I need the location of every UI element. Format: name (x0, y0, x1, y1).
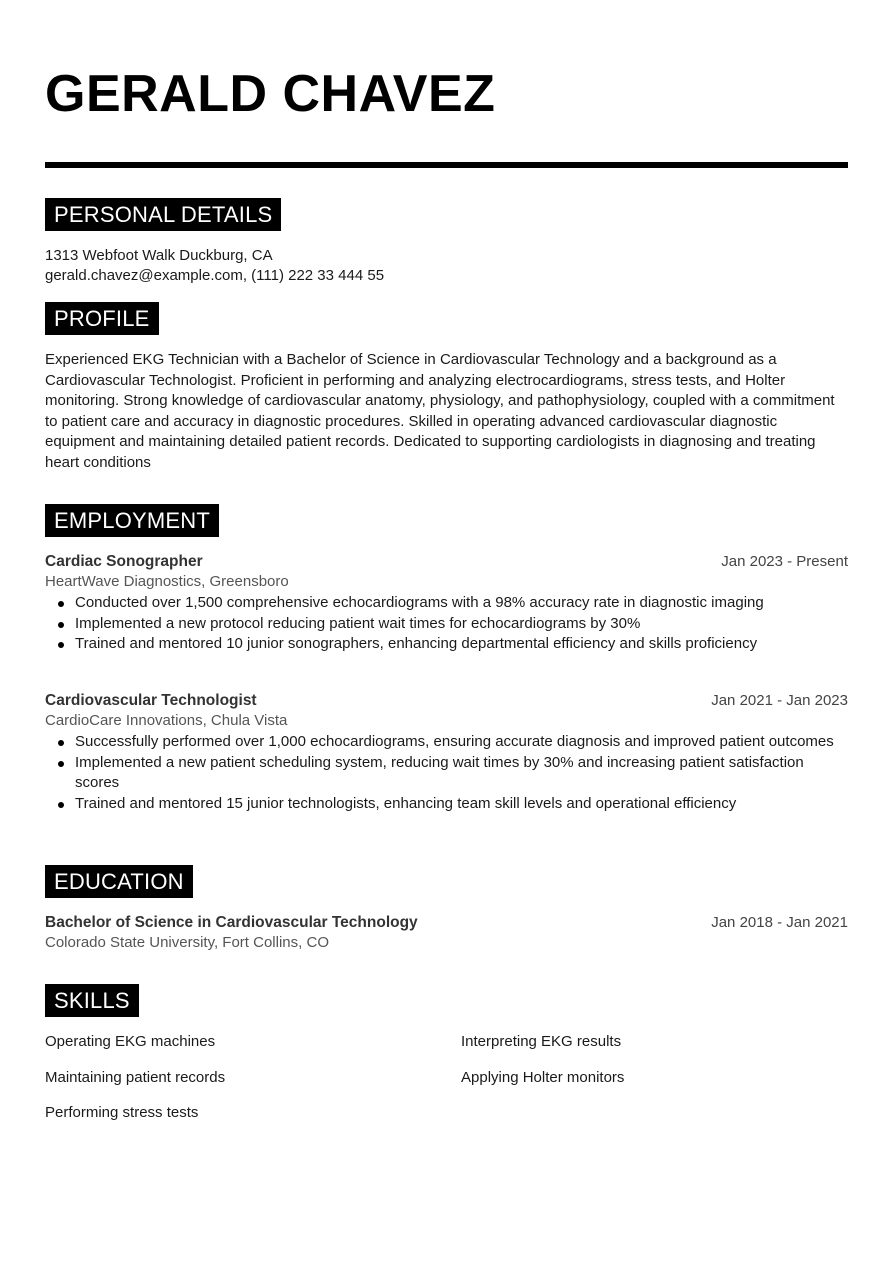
list-item: Conducted over 1,500 comprehensive echocardiograms with a 98% accuracy rate in diagnostic imaging (45, 593, 848, 614)
job-title: Cardiovascular Technologist (45, 692, 257, 709)
job-dates: Jan 2023 - Present (721, 553, 848, 570)
job-employer: HeartWave Diagnostics, Greensboro (45, 573, 289, 590)
list-item: Trained and mentored 15 junior technologists, enhancing team skill levels and operational efficiency (45, 794, 848, 815)
section-heading-personal-details: PERSONAL DETAILS (45, 198, 281, 231)
bullet-dot-icon (58, 642, 64, 648)
section-heading-profile: PROFILE (45, 302, 159, 335)
candidate-name: GERALD CHAVEZ (45, 65, 496, 123)
section-heading-education: EDUCATION (45, 865, 193, 898)
bullet-dot-icon (58, 601, 64, 607)
bullet-dot-icon (58, 802, 64, 808)
section-heading-employment: EMPLOYMENT (45, 504, 219, 537)
bullet-dot-icon (58, 740, 64, 746)
contact-text: gerald.chavez@example.com, (111) 222 33 444 55 (45, 267, 385, 284)
skill-item: Maintaining patient records (45, 1069, 226, 1086)
bullet-dot-icon (58, 761, 64, 767)
skill-item: Applying Holter monitors (461, 1069, 625, 1086)
skill-item: Performing stress tests (45, 1104, 199, 1121)
profile-summary: Experienced EKG Technician with a Bachelor of Science in Cardiovascular Technology and a background as a Cardiovascular Technologist. Proficient in performing and analyzing electrocardiograms, stress tests, and Holter monitoring. Strong knowledge of cardiovascular anatomy, physiology, and pathophysiology, coupled with a commitment to patient care and accuracy in diagnostic procedures. Skilled in operating advanced cardiovascular diagnostic equipment and maintaining detailed patient records. Dedicated to supporting cardiologists in diagnosing and treating heart conditions (45, 351, 835, 471)
address-text: 1313 Webfoot Walk Duckburg, CA (45, 247, 273, 264)
list-item: Successfully performed over 1,000 echocardiograms, ensuring accurate diagnosis and improved patient outcomes (45, 732, 848, 753)
degree-title: Bachelor of Science in Cardiovascular Technology (45, 914, 418, 931)
job-title: Cardiac Sonographer (45, 553, 203, 570)
list-item: Implemented a new protocol reducing patient wait times for echocardiograms by 30% (45, 614, 848, 635)
job-bullets (45, 732, 848, 814)
header-divider (45, 162, 848, 168)
job-dates: Jan 2021 - Jan 2023 (711, 692, 848, 709)
school-name: Colorado State University, Fort Collins, CO (45, 934, 329, 951)
section-heading-skills: SKILLS (45, 984, 139, 1017)
list-item: Trained and mentored 10 junior sonographers, enhancing departmental efficiency and skills proficiency (45, 634, 848, 655)
skill-item: Operating EKG machines (45, 1033, 216, 1050)
list-item: Implemented a new patient scheduling system, reducing wait times by 30% and increasing patient satisfaction scores (45, 753, 848, 794)
bullet-dot-icon (58, 622, 64, 628)
job-employer: CardioCare Innovations, Chula Vista (45, 712, 288, 729)
education-dates: Jan 2018 - Jan 2021 (711, 914, 848, 931)
skill-item: Interpreting EKG results (461, 1033, 622, 1050)
job-bullets (45, 593, 848, 655)
